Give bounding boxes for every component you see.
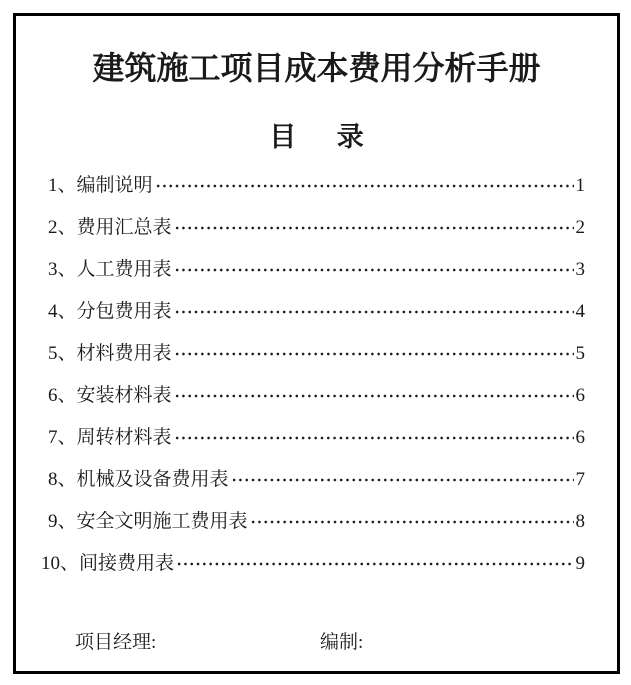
toc-item-number: 6、 [48, 385, 77, 406]
toc-item-number: 9、 [48, 511, 77, 532]
toc-item-page-number: 7 [575, 469, 585, 490]
toc-item-label: 机械及设备费用表 [76, 469, 229, 490]
toc-item-number: 2、 [48, 217, 77, 238]
toc-item-page-number: 8 [575, 511, 585, 532]
toc-item [48, 249, 585, 291]
toc-item-page-number: 6 [575, 385, 585, 406]
toc-item-label: 安装材料表 [76, 385, 172, 406]
toc-item-label: 材料费用表 [76, 343, 172, 364]
toc-item [48, 375, 585, 417]
document-page [13, 13, 620, 674]
toc-item [48, 207, 585, 249]
toc-item-label: 分包费用表 [76, 301, 172, 322]
dot-leader [174, 207, 574, 249]
toc-item-label: 周转材料表 [76, 427, 172, 448]
toc-item-label: 费用汇总表 [76, 217, 172, 238]
toc-item-number: 5、 [48, 343, 77, 364]
toc-item-label: 人工费用表 [76, 259, 172, 280]
dot-leader [174, 333, 574, 375]
toc-item-number: 7、 [48, 427, 77, 448]
dot-leader [250, 501, 574, 543]
toc-item-label: 间接费用表 [79, 553, 175, 574]
toc-heading: 目 录 [269, 122, 364, 152]
toc-item-label: 编制说明 [76, 175, 153, 196]
toc-item-number: 10、 [41, 553, 80, 574]
toc-item-number: 8、 [48, 469, 77, 490]
toc-item-page-number: 2 [575, 217, 585, 238]
toc-item-page-number: 3 [575, 259, 585, 280]
toc-item-label: 安全文明施工费用表 [76, 511, 248, 532]
toc-item-page-number: 5 [575, 343, 585, 364]
dot-leader [174, 417, 574, 459]
dot-leader [174, 291, 574, 333]
toc-item-number: 1、 [48, 175, 77, 196]
toc-list [16, 165, 617, 585]
project-manager-label: 项目经理: [75, 632, 157, 653]
dot-leader [155, 165, 574, 207]
dot-leader [174, 249, 574, 291]
toc-item-number: 3、 [48, 259, 77, 280]
toc-item [48, 165, 585, 207]
toc-item [48, 501, 585, 543]
toc-item [48, 291, 585, 333]
toc-item [48, 459, 585, 501]
toc-item-page-number: 4 [575, 301, 585, 322]
toc-item-number: 4、 [48, 301, 77, 322]
compiler-label: 编制: [320, 632, 364, 653]
toc-item [41, 543, 585, 585]
dot-leader [176, 543, 573, 585]
toc-item-page-number: 9 [575, 553, 585, 574]
toc-item-page-number: 1 [575, 175, 585, 196]
toc-item-page-number: 6 [575, 427, 585, 448]
toc-item [48, 333, 585, 375]
document-title: 建筑施工项目成本费用分析手册 [92, 50, 541, 86]
dot-leader [174, 375, 574, 417]
dot-leader [231, 459, 574, 501]
toc-item [48, 417, 585, 459]
